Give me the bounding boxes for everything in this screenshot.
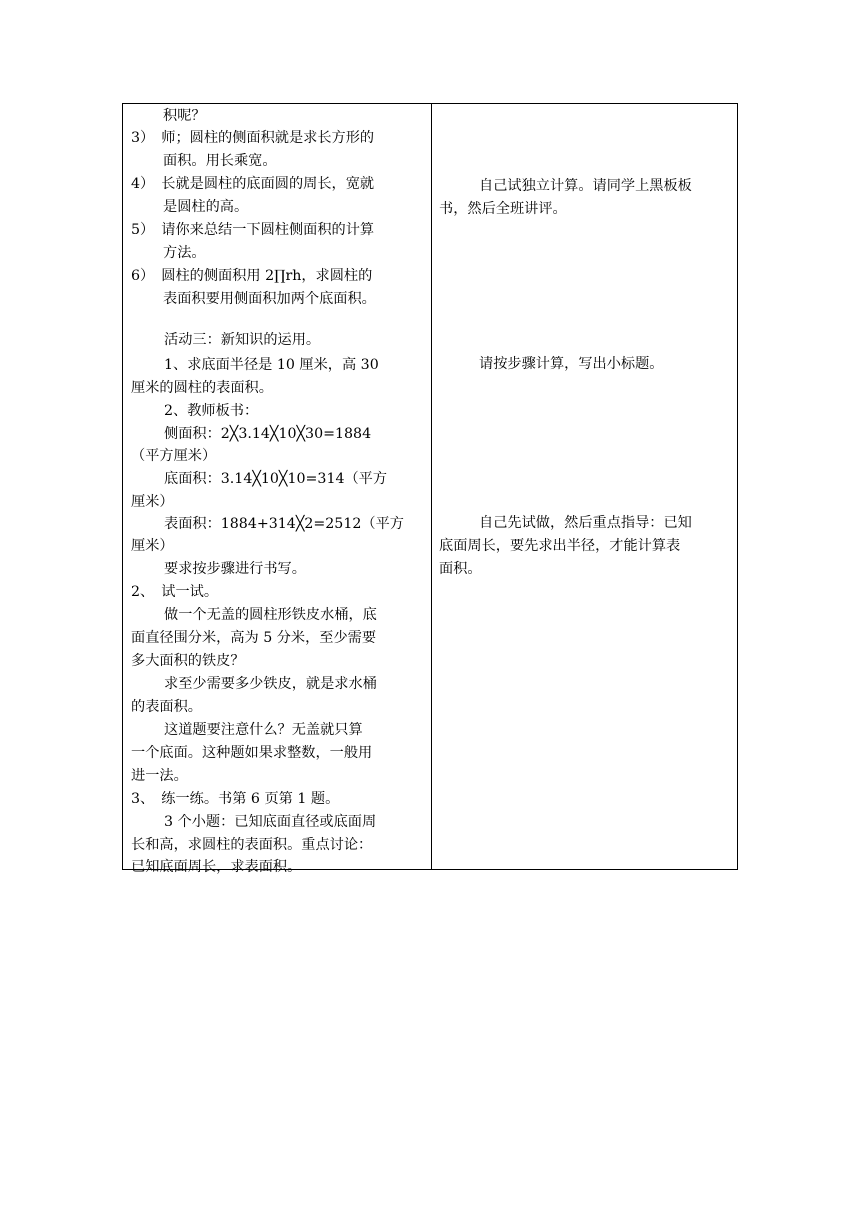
lesson-table <box>122 103 738 875</box>
section-heading: 活动三：新知识的运用。 <box>164 332 321 348</box>
text-line: 做一个无盖的圆柱形铁皮水桶，底 <box>164 607 377 623</box>
text-line: 底面周长，要先求出半径，才能计算表 <box>439 538 681 554</box>
formula-line: 表面积：1884+314╳2=2512（平方 <box>164 516 404 532</box>
text-line: 这道题要注意什么？无盖就只算 <box>164 722 363 738</box>
text-line: 积呢？ <box>163 108 206 124</box>
text-line: 表面积要用侧面积加两个底面积。 <box>163 291 376 307</box>
text-line: 书，然后全班讲评。 <box>439 201 567 217</box>
column-divider <box>431 104 432 869</box>
text-line: 厘米） <box>131 538 174 554</box>
text-line: 多大面积的铁皮？ <box>131 653 245 669</box>
text-line: 4） 长就是圆柱的底面圆的周长，宽就 <box>131 176 375 192</box>
text-line: 长和高，求圆柱的表面积。重点讨论： <box>131 837 373 853</box>
text-line: 面直径围分米，高为 5 分米，至少需要 <box>131 630 377 646</box>
text-line: 厘米的圆柱的表面积。 <box>131 380 273 396</box>
text-line: 面积。用长乘宽。 <box>163 153 277 169</box>
text-line: 的表面积。 <box>131 699 202 715</box>
text-line: 自己试独立计算。请同学上黑板板 <box>479 178 692 194</box>
text-line: （平方厘米） <box>131 448 217 464</box>
text-line: 进一法。 <box>131 768 188 784</box>
text-line: 2、 试一试。 <box>131 584 219 600</box>
text-line: 5） 请你来总结一下圆柱侧面积的计算 <box>131 222 375 238</box>
text-line: 一个底面。这种题如果求整数，一般用 <box>131 745 373 761</box>
text-line: 厘米） <box>131 494 174 510</box>
text-line: 求至少需要多少铁皮，就是求水桶 <box>164 676 377 692</box>
text-line: 6） 圆柱的侧面积用 2∏rh，求圆柱的 <box>131 268 373 284</box>
text-line: 自己先试做，然后重点指导：已知 <box>479 515 692 531</box>
text-line: 面积。 <box>439 561 482 577</box>
text-line: 已知底面周长，求表面积。 <box>131 859 302 875</box>
text-line: 2、教师板书： <box>164 403 259 419</box>
text-line: 要求按步骤进行书写。 <box>164 561 306 577</box>
text-line: 方法。 <box>163 245 206 261</box>
formula-line: 侧面积：2╳3.14╳10╳30=1884 <box>164 426 372 442</box>
text-line: 请按步骤计算，写出小标题。 <box>479 356 664 372</box>
text-line: 3、 练一练。书第 6 页第 1 题。 <box>131 791 340 807</box>
text-line: 3 个小题：已知底面直径或底面周 <box>164 814 377 830</box>
text-line: 3） 师；圆柱的侧面积就是求长方形的 <box>131 130 375 146</box>
formula-line: 底面积：3.14╳10╳10=314（平方 <box>164 471 388 487</box>
text-line: 1、求底面半径是 10 厘米，高 30 <box>164 357 379 373</box>
text-line: 是圆柱的高。 <box>163 199 249 215</box>
